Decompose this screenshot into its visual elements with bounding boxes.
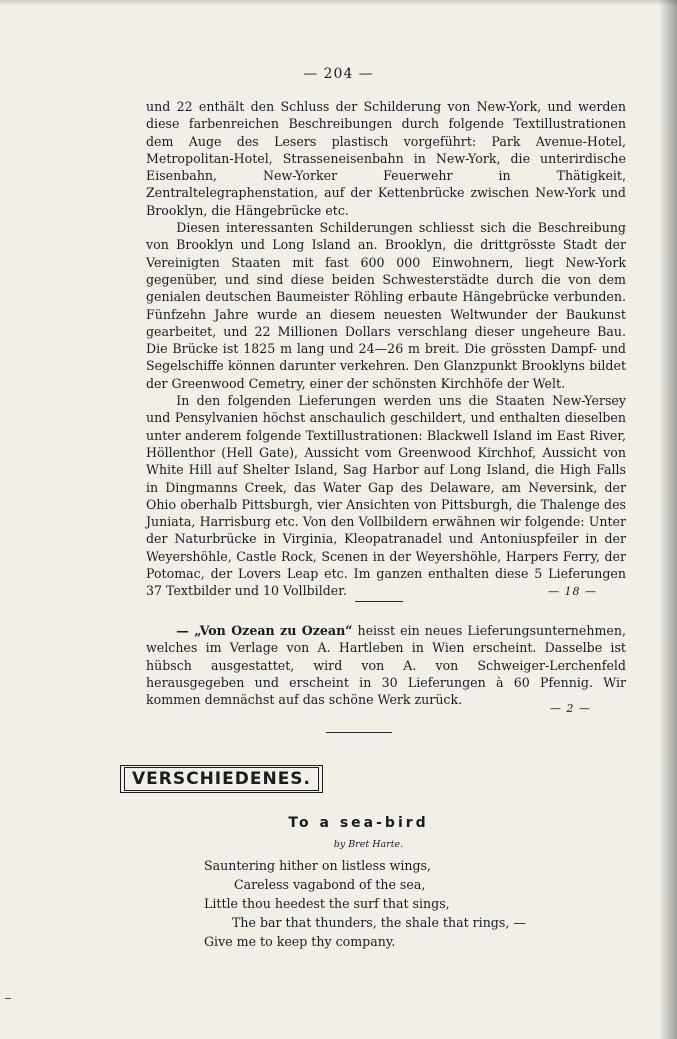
divider-2: [326, 732, 392, 733]
poem-line-4: The bar that thunders, the shale that rings, —: [232, 915, 526, 930]
paragraph-2: Diesen interessanten Schilderungen schliesst sich die Beschreibung von Brooklyn und Long Island an. Brooklyn, die drittgrösste Stadt der Vereinigten Staaten mit fast 600 000 Einwohnern, liegt New-York gegenüber, und sind diese beiden Schwesterstädte durch die von dem genialen deutschen Baumeister Röhling erbaute Hängebrücke verbunden. Fünfzehn Jahre wurde an diesem neuesten Weltwunder der Baukunst gearbeitet, und 22 Millionen Dollars verschlang dieser ungeheure Bau. Die Brücke ist 1825 m lang und 24—26 m breit. Die grössten Dampf- und Segelschiffe können darunter verkehren. Den Glanzpunkt Brooklyns bildet der Greenwood Cemetry, einer der schönsten Kirchhöfe der Welt.: [146, 220, 626, 391]
article-section-1: [146, 98, 626, 600]
poem-line-2: Careless vagabond of the sea,: [234, 877, 426, 892]
poem-title: To a sea-bird: [288, 815, 429, 831]
book-title: — „Von Ozean zu Ozean“: [176, 623, 353, 638]
divider-1: [355, 601, 403, 602]
poem-line-5: Give me to keep thy company.: [204, 934, 396, 949]
paragraph-1: und 22 enthält den Schluss der Schilderung von New-York, und werden diese farbenreichen Beschreibungen durch folgende Textillustrationen dem Auge des Lesers plastisch vorgeführt: Park Avenue-Hotel, Metropolitan-Hotel, Strasseneisenbahn in New-York, die unterirdische Eisenbahn, New-Yorker Feuerwehr in Thätigkeit, Zentraltelegraphenstation, auf der Kettenbrücke zwischen New-York und Brooklyn, die Hängebrücke etc.: [146, 99, 626, 218]
scan-shadow-right: [659, 0, 677, 1039]
article-section-2: [146, 622, 626, 708]
paragraph-4-text: heisst ein neues Lieferungsunternehmen, welches im Verlage von A. Hartleben in Wien erscheint. Dasselbe ist hübsch ausgestattet, wird von A. von Schweiger-Lerchenfeld herausgegeben und erscheint in 30 Lieferungen à 60 Pfennig. Wir kommen demnächst auf das schöne Werk zurück.: [146, 623, 626, 708]
page-number: — 204 —: [303, 66, 374, 82]
paragraph-3: In den folgenden Lieferungen werden uns die Staaten New-Yersey und Pensylvanien höchst anschaulich geschildert, und enthalten dieselben unter anderem folgende Textillustrationen: Blackwell Island im East River, Höllenthor (Hell Gate), Aussicht vom Greenwood Kirchhof, Aussicht von White Hill auf Shelter Island, Sag Harbor auf Long Island, die High Falls in Dingmanns Creek, das Water Gap des Delaware, am Neversink, der Ohio oberhalb Pittsburgh, vier Ansichten von Pittsburgh, die Thalenge des Juniata, Harrisburg etc. Von den Vollbildern erwähnen wir folgende: Unter der Naturbrücke in Virginia, Kleopatranadel und Antoniuspfeiler in der Weyershöhle, Castle Rock, Scenen in der Weyershöhle, Harpers Ferry, der Potomac, der Lovers Leap etc. Im ganzen enthalten diese 5 Lieferungen 37 Textbilder und 10 Vollbilder.: [146, 393, 626, 599]
section-heading: VERSCHIEDENES.: [120, 765, 323, 793]
poem-line-1: Sauntering hither on listless wings,: [204, 858, 432, 873]
scan-mark: [5, 998, 11, 999]
signature-2: — 2 —: [550, 702, 591, 715]
paragraph-4: [146, 622, 626, 708]
poem-author: by Bret Harte.: [333, 839, 404, 850]
poem-line-3: Little thou heedest the surf that sings,: [204, 896, 450, 911]
scan-shadow-top: [0, 0, 677, 6]
signature-1: — 18 —: [548, 585, 597, 598]
